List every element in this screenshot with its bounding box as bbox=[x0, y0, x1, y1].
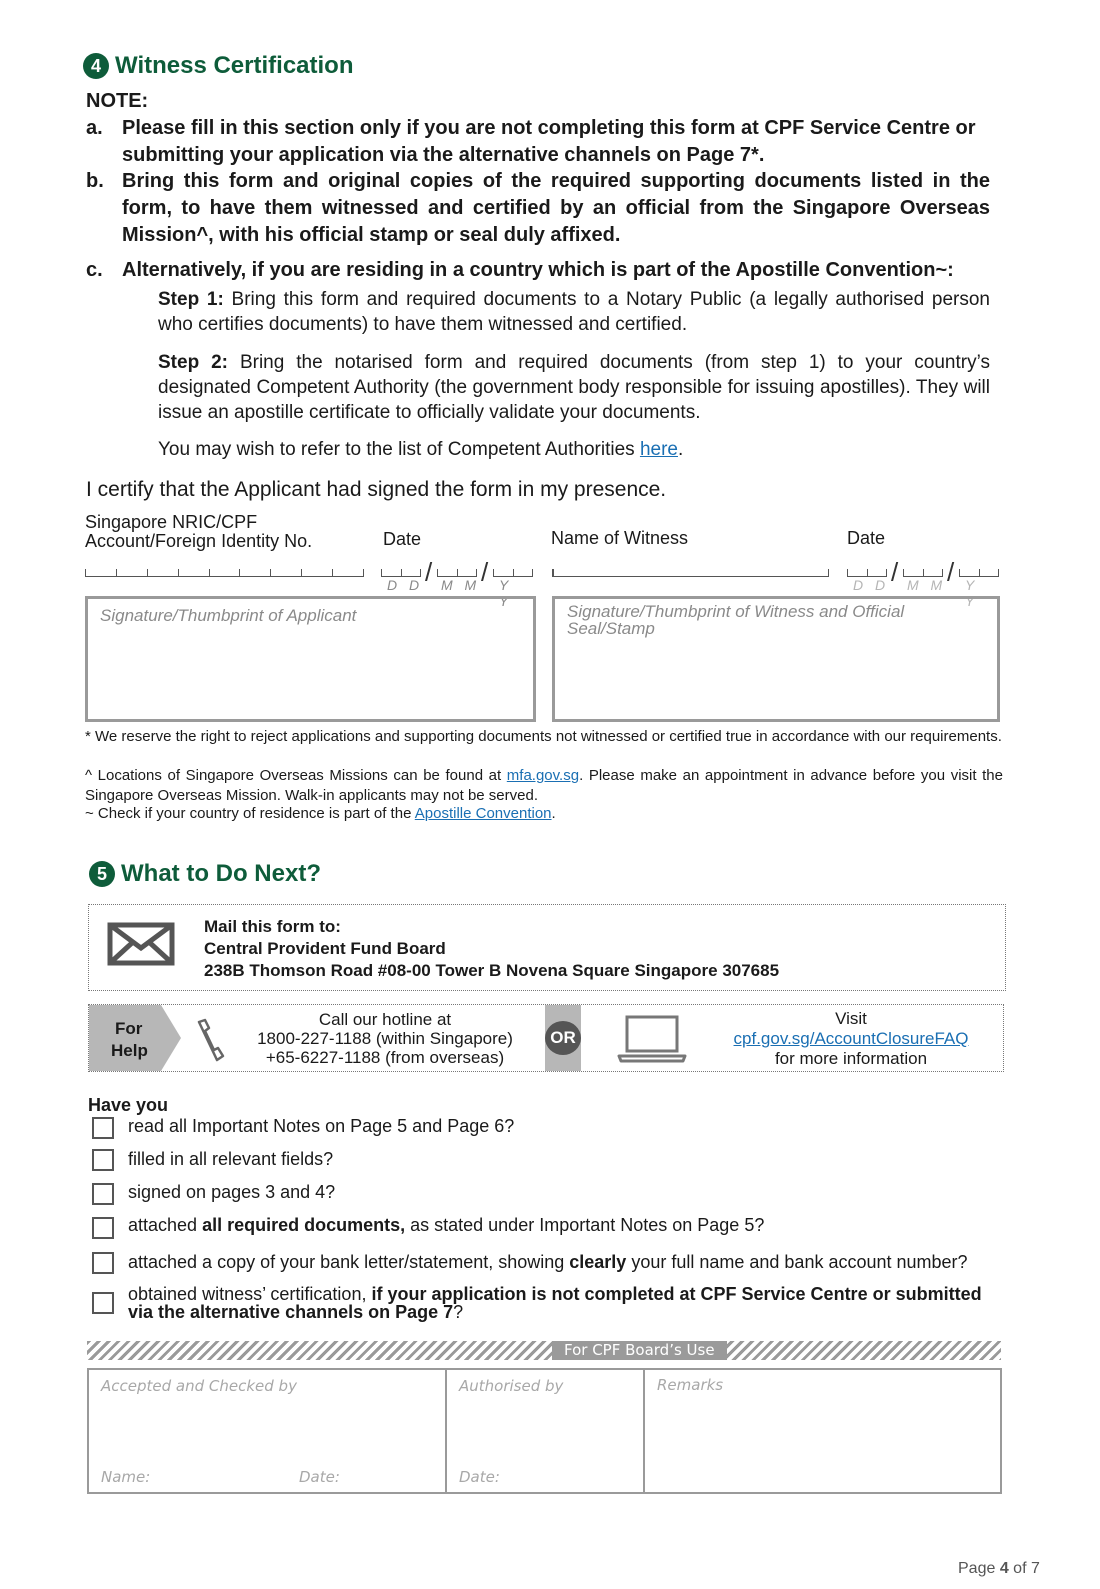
checkbox-attached-documents[interactable] bbox=[92, 1217, 114, 1239]
visit-line-3: for more information bbox=[774, 1049, 928, 1068]
name-label: Name: bbox=[101, 1468, 151, 1486]
step-text: Bring this form and required documents to a Notary Public (a legally authorised person who certifies documents) to have them witnessed and certified. bbox=[158, 289, 990, 335]
date-format-dd: D D bbox=[853, 577, 890, 593]
checkbox-signed-pages[interactable] bbox=[92, 1183, 114, 1205]
refer-line bbox=[158, 437, 990, 462]
date-separator: / bbox=[425, 557, 433, 587]
checklist-heading: Have you bbox=[88, 1095, 169, 1115]
witness-date-input[interactable] bbox=[847, 557, 999, 609]
hotline-local[interactable]: 1800-227-1188 (within Singapore) bbox=[257, 1029, 513, 1048]
envelope-icon bbox=[107, 922, 175, 966]
checklist-item-label: signed on pages 3 and 4? bbox=[128, 1182, 336, 1202]
footnote-text: . Please make an appointment in advance before you visit the Singapore Overseas Mission. Walk-in applicants may not be served. bbox=[85, 767, 1003, 804]
item-text-bold: if your application is not completed at CPF Service Centre or submitted via the alternative channels on Page 7 bbox=[128, 1284, 982, 1322]
footnote-reserve: * We reserve the right to reject applications and supporting documents not witnessed or certified true in accordance with our requirements. bbox=[85, 728, 1002, 745]
authorised-cell bbox=[445, 1370, 643, 1492]
mail-line-1: Central Provident Fund Board bbox=[204, 939, 446, 958]
month-field[interactable] bbox=[903, 563, 943, 577]
date-format-dd: D D bbox=[387, 577, 424, 593]
section-4-title bbox=[83, 52, 354, 80]
witness-signature-box[interactable] bbox=[552, 596, 1000, 722]
step-text: Bring the notarised form and required documents (from step 1) to your country’s designated Competent Authority (the government body responsible for issuing apostilles). They will issue an apostille certificate to officially validate your documents. bbox=[158, 352, 990, 423]
item-text: your full name and bank account number? bbox=[626, 1252, 968, 1272]
witness-name-input[interactable] bbox=[552, 563, 829, 577]
nric-label bbox=[85, 513, 312, 551]
checklist-item-label bbox=[128, 1215, 764, 1235]
note-text: Bring this form and original copies of the required supporting documents listed in the form, to have them witnessed and certified by an official from the Singapore Overseas Mission^, with his official stamp or seal duly affixed. bbox=[122, 170, 990, 246]
witness-signature-placeholder: Signature/Thumbprint of Witness and Official Seal/Stamp bbox=[567, 602, 905, 638]
mail-box bbox=[88, 904, 1006, 991]
visit-line-1: Visit bbox=[835, 1009, 867, 1028]
board-use-banner bbox=[87, 1341, 1001, 1360]
phone-icon bbox=[195, 1018, 225, 1062]
date-label: Date: bbox=[299, 1468, 340, 1486]
step-1 bbox=[158, 287, 990, 337]
section-number-badge: 5 bbox=[89, 861, 115, 887]
remarks-cell bbox=[643, 1370, 1000, 1492]
checklist-item-label bbox=[128, 1252, 968, 1272]
applicant-signature-box[interactable] bbox=[85, 596, 536, 722]
checklist-item-label: filled in all relevant fields? bbox=[128, 1149, 334, 1169]
note-text: Alternatively, if you are residing in a country which is part of the Apostille Convention~: bbox=[122, 259, 954, 281]
note-a bbox=[86, 115, 990, 169]
checkbox-filled-fields[interactable] bbox=[92, 1149, 114, 1171]
hotline-info bbox=[235, 1010, 535, 1067]
checkbox-bank-statement[interactable] bbox=[92, 1252, 114, 1274]
date-format-mm: M M bbox=[441, 577, 481, 593]
date-format-yy: Y Y bbox=[499, 577, 513, 609]
nric-label-line1: Singapore NRIC/CPF bbox=[85, 512, 258, 532]
date-format-yy: Y Y bbox=[965, 577, 979, 609]
certify-statement: I certify that the Applicant had signed the form in my presence. bbox=[86, 478, 667, 501]
day-field[interactable] bbox=[847, 563, 887, 577]
mfa-link[interactable]: mfa.gov.sg bbox=[506, 767, 580, 784]
note-text: Please fill in this section only if you are not completing this form at CPF Service Centre or submitting your application via the alternative channels on Page 7*. bbox=[122, 117, 976, 166]
item-text: attached bbox=[128, 1215, 203, 1235]
item-text: ? bbox=[453, 1302, 464, 1322]
note-b bbox=[86, 168, 990, 249]
item-text-bold: all required documents, bbox=[202, 1215, 406, 1235]
step-label: Step 1: bbox=[158, 289, 224, 310]
step-label: Step 2: bbox=[158, 352, 228, 373]
authorised-by-label: Authorised by bbox=[459, 1377, 564, 1395]
or-badge: OR bbox=[545, 1021, 581, 1055]
footnote-apostille bbox=[85, 804, 1003, 824]
checkbox-read-notes[interactable] bbox=[92, 1117, 114, 1139]
date-separator: / bbox=[891, 557, 899, 587]
page-current: 4 bbox=[999, 1560, 1009, 1577]
page-pre: Page bbox=[958, 1560, 1000, 1577]
apostille-convention-link[interactable]: Apostille Convention bbox=[414, 805, 552, 822]
mail-line-2: 238B Thomson Road #08-00 Tower B Novena Square Singapore 307685 bbox=[204, 961, 780, 980]
applicant-signature-placeholder: Signature/Thumbprint of Applicant bbox=[100, 606, 357, 625]
remarks-label: Remarks bbox=[657, 1376, 724, 1394]
footnote-missions bbox=[85, 766, 1003, 806]
note-letter: b. bbox=[86, 170, 104, 192]
help-tab-line1: For bbox=[115, 1019, 143, 1038]
date-separator: / bbox=[481, 557, 489, 587]
item-text: obtained witness’ certification, bbox=[128, 1284, 372, 1304]
or-divider bbox=[545, 1005, 581, 1071]
help-box bbox=[88, 1004, 1004, 1072]
witness-name-label: Name of Witness bbox=[551, 528, 689, 548]
day-field[interactable] bbox=[381, 563, 421, 577]
year-field[interactable] bbox=[959, 563, 999, 577]
date-label: Date: bbox=[459, 1468, 500, 1486]
step-2 bbox=[158, 350, 990, 425]
page-number bbox=[958, 1560, 1040, 1578]
board-use-label: For CPF Board’s Use bbox=[552, 1341, 727, 1360]
laptop-icon bbox=[617, 1014, 687, 1064]
note-letter: a. bbox=[86, 117, 103, 139]
applicant-date-input[interactable] bbox=[381, 557, 533, 609]
section-title-text: What to Do Next? bbox=[121, 860, 321, 887]
page-post: of 7 bbox=[1008, 1560, 1040, 1577]
hotline-line-1: Call our hotline at bbox=[318, 1010, 452, 1029]
nric-input[interactable] bbox=[85, 563, 364, 577]
date-format-mm: M M bbox=[907, 577, 947, 593]
note-c bbox=[86, 257, 996, 284]
item-text: as stated under Important Notes on Page 5? bbox=[405, 1215, 765, 1235]
for-help-tab bbox=[89, 1005, 183, 1071]
witness-date-label: Date bbox=[847, 528, 886, 548]
checklist-item-label bbox=[128, 1285, 998, 1321]
refer-text: You may wish to refer to the list of Competent Authorities bbox=[158, 439, 640, 460]
hotline-overseas[interactable]: +65-6227-1188 (from overseas) bbox=[265, 1048, 505, 1067]
item-text-bold: clearly bbox=[569, 1252, 627, 1272]
section-title-text: Witness Certification bbox=[115, 52, 354, 79]
year-field[interactable] bbox=[493, 563, 533, 577]
accepted-by-label: Accepted and Checked by bbox=[101, 1377, 297, 1395]
competent-authorities-link[interactable]: here bbox=[639, 439, 678, 460]
footnote-text: ^ Locations of Singapore Overseas Missions can be found at bbox=[85, 767, 507, 784]
board-use-table bbox=[87, 1368, 1002, 1494]
section-number-badge: 4 bbox=[83, 53, 109, 79]
mail-heading: Mail this form to: bbox=[204, 917, 341, 936]
checklist-item-label: read all Important Notes on Page 5 and Page 6? bbox=[128, 1116, 515, 1136]
date-separator: / bbox=[947, 557, 955, 587]
section-5-title bbox=[89, 860, 321, 888]
checkbox-witness-certification[interactable] bbox=[92, 1292, 114, 1314]
refer-end: . bbox=[677, 439, 684, 460]
nric-label-line2: Account/Foreign Identity No. bbox=[85, 531, 313, 551]
note-heading: NOTE: bbox=[86, 90, 149, 112]
month-field[interactable] bbox=[437, 563, 477, 577]
account-closure-faq-link[interactable]: cpf.gov.sg/AccountClosureFAQ bbox=[733, 1029, 969, 1048]
footnote-text: ~ Check if your country of residence is part of the bbox=[85, 805, 415, 822]
visit-info bbox=[701, 1009, 1001, 1069]
help-tab-line2: Help bbox=[111, 1041, 148, 1060]
item-text: attached a copy of your bank letter/statement, showing bbox=[128, 1252, 570, 1272]
footnote-text: . bbox=[551, 805, 556, 822]
note-letter: c. bbox=[86, 259, 103, 281]
applicant-date-label: Date bbox=[383, 529, 422, 549]
